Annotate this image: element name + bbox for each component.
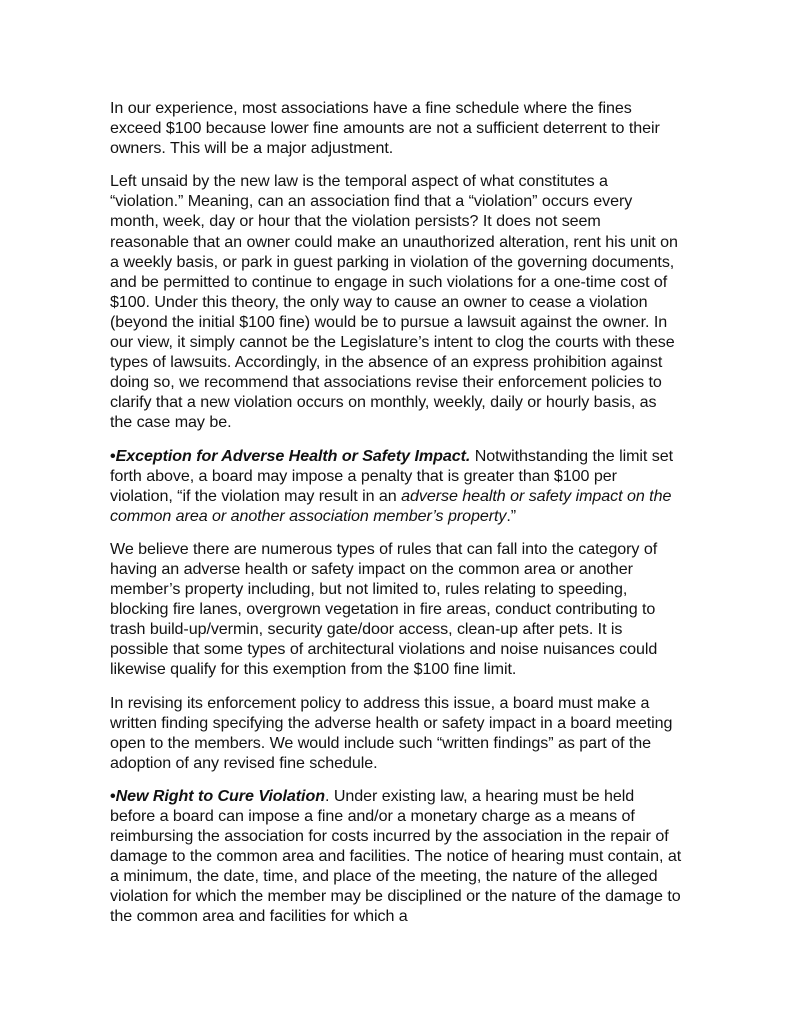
- paragraph-2: Left unsaid by the new law is the temporal aspect of what constitutes a “violation.” Meaning, can an association find that a “violation” occurs every month, week, day or hour that the violation persists? It does not seem reasonable that an owner could make an unauthorized alteration, rent his unit on a weekly basis, or park in guest parking in violation of the governing documents, and be permitted to continue to engage in such violations for a one-time cost of $100. Under this theory, the only way to cause an owner to cease a violation (beyond the initial $100 fine) would be to pursue a lawsuit against the owner. In our view, it simply cannot be the Legislature’s intent to clog the courts with these types of lawsuits. Accordingly, in the absence of an express prohibition against doing so, we recommend that associations revise their enforcement policies to clarify that a new violation occurs on monthly, weekly, daily or hourly basis, as the case may be.: [110, 172, 678, 432]
- paragraph-1: In our experience, most associations have a fine schedule where the fines exceed $100 because lower fine amounts are not a sufficient deterrent to their owners. This will be a major adjustment.: [110, 99, 660, 158]
- bullet-glyph-exception: •: [110, 446, 116, 465]
- paragraph-3-exception-for-adverse-health-or-safety-impact: [110, 446, 682, 526]
- document-text-column: [110, 98, 682, 927]
- paragraph-4: We believe there are numerous types of rules that can fall into the category of having an adverse health or safety impact on the common area or another member’s property including, but not limited to, rules relating to speeding, blocking fire lanes, overgrown vegetation in fire areas, conduct contributing to trash build-up/vermin, security gate/door access, clean-up after pets. It is possible that some types of architectural violations and noise nuisances could likewise qualify for this exemption from the $100 fine limit.: [110, 539, 658, 679]
- lead-in-new-right-to-cure-violation: New Right to Cure Violation: [115, 786, 325, 805]
- paragraph-5: In revising its enforcement policy to address this issue, a board must make a written finding specifying the adverse health or safety impact in a board meeting open to the members. We would include such “written findings” as part of the adoption of any revised fine schedule.: [110, 693, 673, 772]
- paragraph-3-body-before-quote: Notwithstanding the limit set forth above, a board may impose a penalty that is greater than $100 per violation, “if the violation may result in an: [110, 446, 673, 505]
- bullet-glyph-new-right-to-cure: •: [110, 786, 116, 805]
- paragraph-6-body: Under existing law, a hearing must be held before a board can impose a fine and/or a monetary charge as a means of reimbursing the association for costs incurred by the association in the repair of damage to the common area and facilities. The notice of hearing must contain, at a minimum, the date, time, and place of the meeting, the nature of the alleged violation for which the member may be disciplined or the nature of the damage to the common area and facilities for which a: [110, 786, 682, 926]
- paragraph-6-new-right-to-cure-violation: [110, 786, 682, 927]
- lead-in-period: .: [324, 786, 330, 805]
- paragraph-3-body-after-quote: .”: [506, 506, 517, 525]
- lead-in-exception-for-adverse-health-or-safety-impact: Exception for Adverse Health or Safety Impact.: [115, 446, 471, 465]
- statute-quote-italic: adverse health or safety impact on the common area or another association member’s property: [110, 486, 672, 525]
